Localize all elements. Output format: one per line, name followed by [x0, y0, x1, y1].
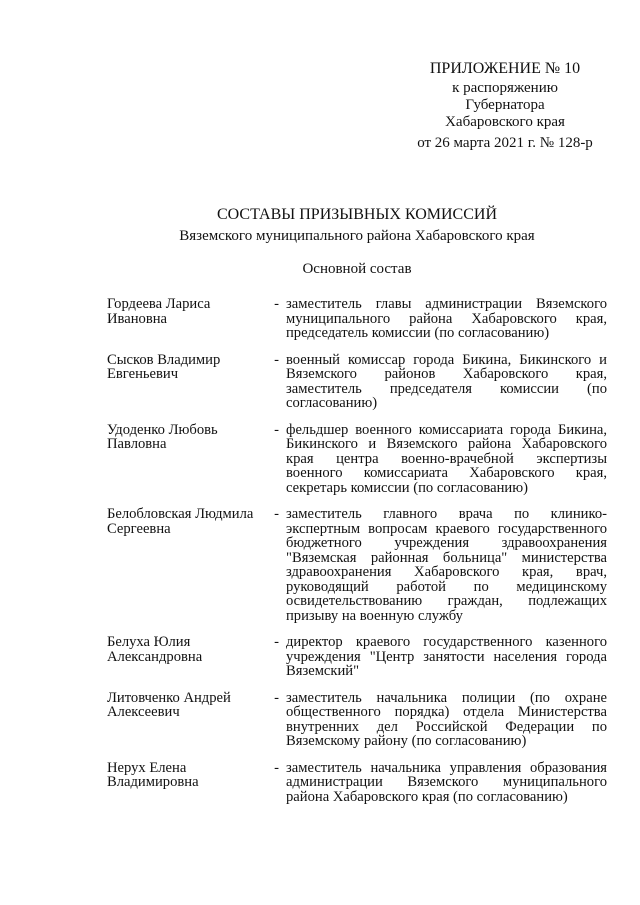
member-row	[107, 691, 607, 749]
member-name: Гордеева Лариса Ивановна	[107, 296, 211, 327]
appendix-line-order: к распоряжению	[452, 80, 558, 96]
member-role: заместитель начальника управления образования администрации Вяземского муниципального района Хабаровского края (по согласованию)	[286, 759, 607, 805]
member-dash: -	[274, 506, 279, 522]
member-name: Белуха Юлия Александровна	[107, 634, 203, 665]
member-name: Белобловская Людмила Сергеевна	[107, 506, 254, 537]
document-subtitle: Вяземского муниципального района Хабаровского края	[179, 228, 535, 244]
member-name: Удоденко Любовь Павловна	[107, 421, 218, 452]
appendix-title: ПРИЛОЖЕНИЕ № 10	[429, 60, 581, 77]
member-row	[107, 507, 607, 623]
member-dash: -	[274, 689, 279, 706]
member-dash: -	[274, 759, 279, 776]
appendix-line-region: Хабаровского края	[445, 114, 565, 130]
member-role: заместитель главного врача по клинико-экспертным вопросам краевого государственного бюджетного учреждения здравоохранения "Вяземская районная больница" министерства здравоохранения Хабаровского края, врач, руководящий работой по медицинскому освидетельствованию граждан, подлежащих призыву на военную службу	[286, 506, 607, 624]
member-row	[107, 761, 607, 805]
appendix-line-governor: Губернатора	[465, 97, 545, 113]
member-role: директор краевого государственного казенного учреждения "Центр занятости населения города Вяземский"	[286, 634, 607, 679]
member-dash: -	[274, 351, 279, 368]
member-list	[107, 297, 607, 816]
appendix-date: от 26 марта 2021 г. № 128-р	[417, 135, 593, 151]
member-row	[107, 635, 607, 679]
member-row	[107, 423, 607, 496]
member-dash: -	[274, 634, 279, 650]
member-row	[107, 297, 607, 341]
member-role: фельдшер военного комиссариата города Бикина, Бикинского и Вяземского района Хабаровского края центра военно-врачебной экспертизы военного комиссариата Хабаровского края, секретарь комиссии (по согласованию)	[286, 421, 607, 496]
member-name: Сысков Владимир Евгеньевич	[107, 351, 221, 382]
member-name: Литовченко Андрей Алексеевич	[107, 689, 231, 720]
member-role: военный комиссар города Бикина, Бикинского и Вяземского районов Хабаровского края, заместитель председателя комиссии (по согласованию)	[286, 351, 607, 411]
appendix-block	[405, 60, 605, 152]
member-role: заместитель начальника полиции (по охране общественного порядка) отдела Министерства внутренних дел Российской Федерации по Вяземскому району (по согласованию)	[286, 689, 607, 749]
member-dash: -	[274, 421, 279, 438]
member-dash: -	[274, 296, 279, 312]
member-row	[107, 353, 607, 411]
member-name: Нерух Елена Владимировна	[107, 759, 199, 790]
composition-heading: Основной состав	[302, 261, 412, 277]
document-title: СОСТАВЫ ПРИЗЫВНЫХ КОМИССИЙ	[216, 206, 498, 223]
member-role: заместитель главы администрации Вяземского муниципального района Хабаровского края, председатель комиссии (по согласованию)	[286, 296, 607, 341]
